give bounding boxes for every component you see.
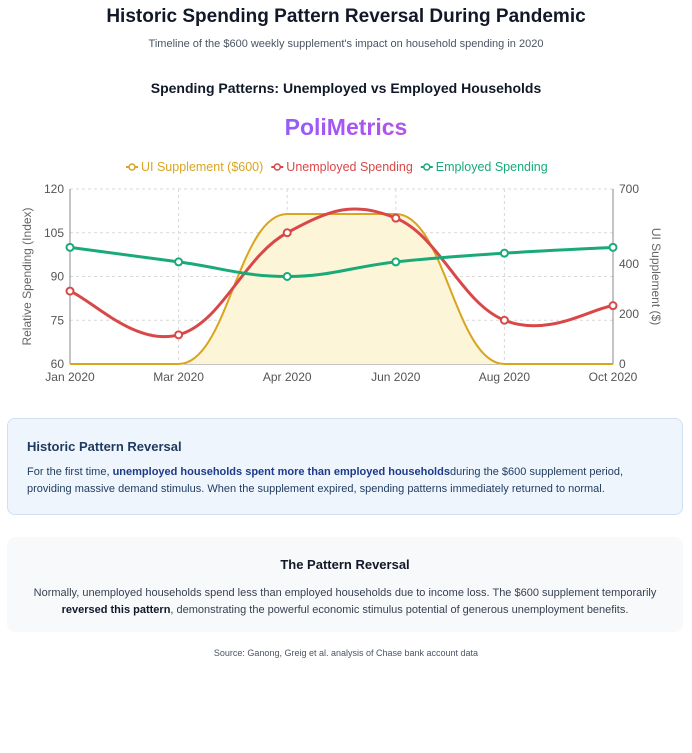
callout-text-before: For the first time,: [27, 466, 113, 478]
y-tick-label: 90: [50, 269, 64, 284]
y2-axis-label: UI Supplement ($): [649, 227, 663, 326]
callout-heading: Historic Pattern Reversal: [27, 439, 182, 454]
callout-text-after: during the $600 supplement period, providing massive demand stimulus. When the supplement expired, spending patterns immediately returned to normal.: [27, 466, 624, 495]
x-tick-label: Jun 2020: [371, 370, 421, 384]
legend-marker-employed-spending: [424, 164, 430, 170]
spending-chart: [0, 150, 692, 390]
data-point-unemployed-spending: [284, 229, 291, 236]
historic-reversal-callout: [7, 418, 683, 515]
data-point-unemployed-spending: [175, 331, 182, 338]
y-tick-label: 75: [50, 313, 64, 328]
y2-tick-label: 0: [619, 357, 626, 371]
legend-label-ui-supplement-600: UI Supplement ($600): [141, 160, 264, 174]
y2-tick-label: 400: [619, 257, 640, 271]
y-axis-label: Relative Spending (Index): [20, 207, 34, 346]
legend-label-unemployed-spending: Unemployed Spending: [286, 160, 413, 174]
legend-marker-unemployed-spending: [274, 164, 280, 170]
source-note: Source: Ganong, Greig et al. analysis of Chase bank account data: [213, 648, 479, 658]
panel-text-bold: reversed this pattern: [61, 604, 171, 616]
y-tick-label: 60: [50, 357, 64, 371]
legend-label-employed-spending: Employed Spending: [435, 160, 548, 174]
data-point-employed-spending: [610, 244, 617, 251]
panel-text-after: , demonstrating the powerful economic stimulus potential of generous unemployment benefits.: [170, 604, 629, 616]
data-point-unemployed-spending: [610, 302, 617, 309]
y2-tick-label: 700: [619, 182, 640, 196]
x-tick-label: Apr 2020: [262, 370, 312, 384]
x-tick-label: Mar 2020: [153, 370, 204, 384]
y-tick-label: 120: [43, 182, 64, 196]
pattern-reversal-panel: [7, 537, 683, 632]
panel-heading: The Pattern Reversal: [280, 557, 410, 572]
data-point-unemployed-spending: [501, 317, 508, 324]
data-point-employed-spending: [284, 273, 291, 280]
data-point-unemployed-spending: [67, 288, 74, 295]
chart-title: Spending Patterns: Unemployed vs Employed Households: [150, 80, 542, 96]
panel-text: [27, 585, 663, 619]
legend-marker-ui-supplement-600: [129, 164, 135, 170]
x-tick-label: Aug 2020: [478, 370, 531, 384]
data-point-employed-spending: [175, 258, 182, 265]
data-point-employed-spending: [501, 250, 508, 257]
data-point-unemployed-spending: [392, 215, 399, 222]
x-tick-label: Jan 2020: [45, 370, 95, 384]
callout-text-bold: unemployed households spent more than employed households: [112, 466, 450, 478]
x-tick-label: Oct 2020: [588, 370, 638, 384]
page-title: Historic Spending Pattern Reversal During Pandemic: [106, 6, 586, 27]
page-subtitle: Timeline of the $600 weekly supplement's impact on household spending in 2020: [148, 38, 544, 50]
y2-tick-label: 200: [619, 307, 640, 321]
data-point-employed-spending: [392, 258, 399, 265]
callout-text: [27, 464, 662, 498]
panel-text-before: Normally, unemployed households spend less than employed households due to income loss. The $600 supplement temporarily: [33, 587, 657, 599]
watermark-logo: PoliMetrics: [0, 114, 692, 141]
series-area-ui-supplement-600: [70, 214, 613, 364]
y-tick-label: 105: [43, 225, 64, 240]
data-point-employed-spending: [67, 244, 74, 251]
